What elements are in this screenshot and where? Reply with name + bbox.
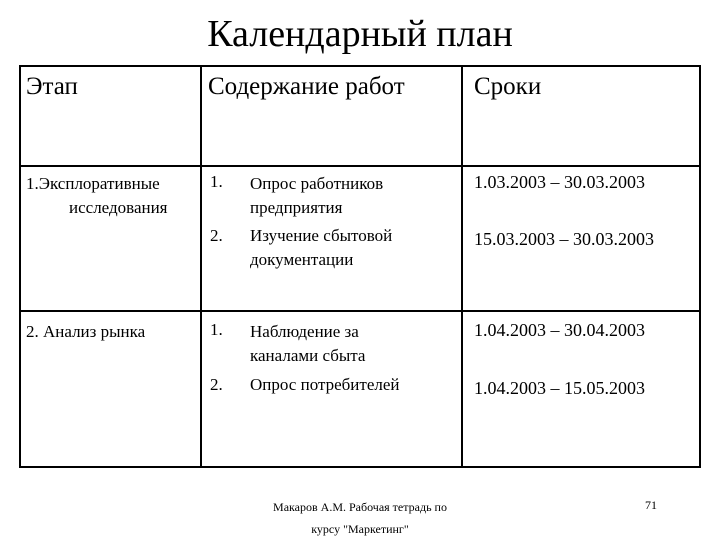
stage-cell <box>26 172 198 220</box>
work-item-line: предприятия <box>250 198 343 217</box>
row-divider-header <box>19 165 701 167</box>
item-number: 2. <box>210 226 223 245</box>
date-range: 1.03.2003 – 30.03.2003 <box>474 172 645 192</box>
row-divider-1 <box>19 310 701 312</box>
stage-line: 1.Эксплоративные <box>26 174 160 193</box>
stage-cell <box>26 320 145 344</box>
work-item-line: Изучение сбытовой <box>250 226 393 245</box>
header-stage: Этап <box>26 73 78 100</box>
header-dates: Сроки <box>474 73 542 100</box>
page-number: 71 <box>645 498 657 512</box>
table-border-bottom <box>19 466 701 468</box>
table-border-left <box>19 65 21 468</box>
date-range: 15.03.2003 – 30.03.2003 <box>474 229 654 249</box>
date-range: 1.04.2003 – 30.04.2003 <box>474 320 645 340</box>
table-border-right <box>699 65 701 468</box>
stage-line: исследования <box>69 198 168 217</box>
stage-line: 2. Анализ рынка <box>26 322 146 341</box>
column-divider-1 <box>200 65 202 468</box>
footer-source <box>245 496 475 540</box>
work-item <box>250 320 365 368</box>
table-border-top <box>19 65 701 67</box>
header-content: Содержание работ <box>208 73 405 100</box>
work-item-line: каналами сбыта <box>250 346 366 365</box>
column-divider-2 <box>461 65 463 468</box>
page-title: Календарный план <box>207 13 513 55</box>
work-item-line: Опрос потребителей <box>250 375 400 394</box>
footer-source-line: Макаров А.М. Рабочая тетрадь по <box>273 500 447 514</box>
work-item <box>250 224 392 272</box>
item-number: 1. <box>210 320 223 339</box>
work-item <box>250 172 383 220</box>
work-item-line: Наблюдение за <box>250 322 359 341</box>
footer-source-line: курсу "Маркетинг" <box>311 522 409 536</box>
work-item-line: документации <box>250 250 354 269</box>
work-item-line: Опрос работников <box>250 174 384 193</box>
work-item <box>250 373 400 397</box>
item-number: 2. <box>210 375 223 394</box>
date-range: 1.04.2003 – 15.05.2003 <box>474 378 645 398</box>
item-number: 1. <box>210 172 223 191</box>
